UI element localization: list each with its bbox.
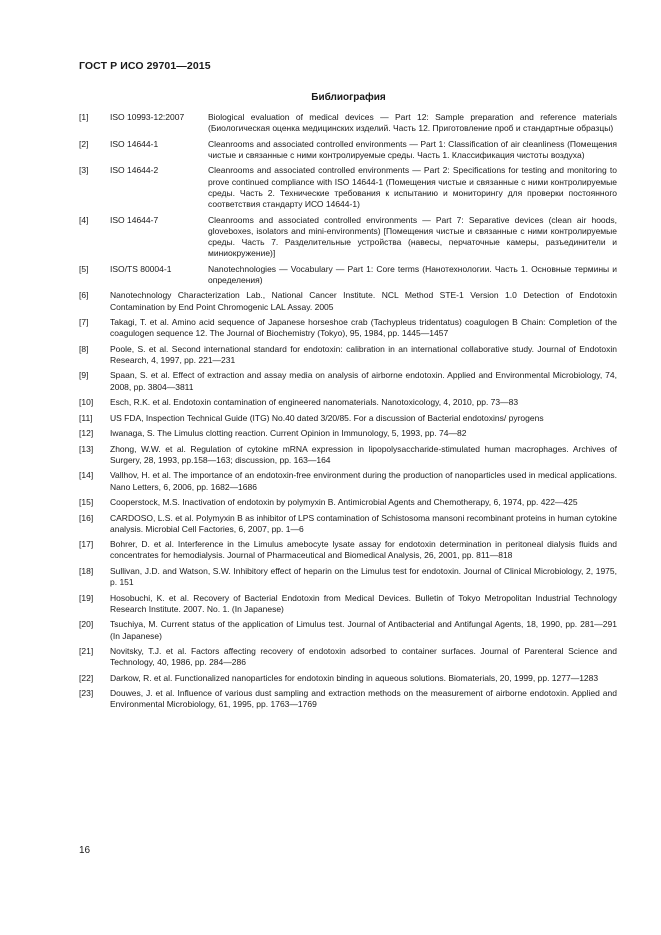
reference-text: Cleanrooms and associated controlled environments — Part 1: Classification of air cleanliness (Помещения чистые и связанные с ними контролируемые среды. Часть 1. Классификация чистоты воздуха) — [208, 138, 617, 160]
reference-text: Tsuchiya, M. Current status of the application of Limulus test. Journal of Antibacterial and Antifungal Agents, 18, 1990, pp. 281—291 (In Japanese) — [110, 619, 617, 641]
reference-text: Bohrer, D. et al. Interference in the Limulus amebocyte lysate assay for endotoxin determination in peritoneal dialysis fluids and concentrates for hemodialysis. Journal of Pharmaceutical and Biomedical Analysis, 26, 2001, pp. 811—818 — [110, 539, 617, 561]
reference-text: Novitsky, T.J. et al. Factors affecting recovery of endotoxin adsorbed to container surfaces. Journal of Parenteral Science and Technology, 40, 1986, pp. 284—286 — [110, 646, 617, 668]
reference-number: [9] — [79, 370, 89, 381]
reference-standard: ISO 10993-12:2007 — [110, 112, 185, 122]
reference-item — [79, 112, 617, 134]
reference-standard: ISO 14644-2 — [110, 165, 159, 176]
reference-text: Iwanaga, S. The Limulus clotting reaction. Current Opinion in Immunology, 5, 1993, pp. 74—82 — [110, 428, 467, 439]
reference-item — [79, 344, 617, 366]
reference-item — [79, 317, 617, 339]
reference-number: [17] — [79, 539, 94, 550]
reference-text: Hosobuchi, K. et al. Recovery of Bacterial Endotoxin from Medical Devices. Bulletin of Tokyo Metropolitan Industrial Technology Research Institute. 2007. No. 1. (In Japanese) — [110, 592, 617, 614]
reference-number: [1] — [79, 112, 89, 122]
reference-text: Spaan, S. et al. Effect of extraction and assay media on analysis of airborne endotoxin. Applied and Environmental Microbiology, 74, 2008, pp. 3804—3811 — [110, 370, 617, 392]
reference-item — [79, 264, 617, 286]
reference-text: Cleanrooms and associated controlled environments — Part 2: Specifications for testing and monitoring to prove continued compliance with ISO 14644-1 (Помещения чистые и связанные с ними контролируемые среды. Часть 2. Технические требования к испытанию и мониторингу для проверки постоянного соответствия стандарту ИСО 14644-1) — [208, 165, 617, 210]
reference-number: [4] — [79, 214, 89, 225]
reference-text: Cleanrooms and associated controlled environments — Part 7: Separative devices (clean air hoods, gloveboxes, isolators and mini-environments) [Помещения чистые и связанные с ними контролируемые среды. Часть 7. Разделительные устройства (навесы, перчаточные камеры, разъединители и миниокружение)] — [208, 214, 617, 259]
reference-number: [18] — [79, 565, 94, 576]
reference-item — [79, 428, 617, 439]
reference-item — [79, 139, 617, 161]
reference-number: [13] — [79, 443, 94, 454]
reference-text: Vallhov, H. et al. The importance of an endotoxin-free environment during the production of nanoparticles used in medical applications. Nano Letters, 6, 2006, pp. 1682—1686 — [110, 470, 617, 492]
reference-item — [79, 619, 617, 641]
reference-number: [8] — [79, 343, 89, 354]
reference-number: [21] — [79, 646, 94, 657]
reference-number: [12] — [79, 428, 94, 439]
reference-item — [79, 413, 617, 424]
reference-list — [79, 112, 617, 715]
reference-number: [19] — [79, 592, 94, 603]
reference-item — [79, 593, 617, 615]
reference-number: [15] — [79, 497, 94, 508]
document-header: ГОСТ Р ИСО 29701—2015 — [79, 60, 211, 72]
reference-number: [7] — [79, 317, 89, 328]
reference-item — [79, 539, 617, 561]
reference-text: Poole, S. et al. Second international standard for endotoxin: calibration in an international collaborative study. Journal of Endotoxin Research, 4, 1997, pp. 221—231 — [110, 343, 617, 365]
reference-item — [79, 497, 617, 508]
reference-item — [79, 370, 617, 392]
reference-text: Darkow, R. et al. Functionalized nanoparticles for endotoxin binding in aqueous solutions. Biomaterials, 20, 1999, pp. 1277—1283 — [110, 672, 599, 683]
reference-text: Douwes, J. et al. Influence of various dust sampling and extraction methods on the measurement of airborne endotoxin. Applied and Environmental Microbiology, 61, 1995, pp. 1763—1769 — [110, 688, 617, 710]
page-number: 16 — [79, 845, 91, 856]
reference-number: [6] — [79, 290, 89, 301]
reference-item — [79, 444, 617, 466]
reference-number: [2] — [79, 138, 89, 149]
reference-item — [79, 646, 617, 668]
reference-item — [79, 290, 617, 312]
reference-item — [79, 397, 617, 408]
reference-item — [79, 688, 617, 710]
reference-text: Nanotechnology Characterization Lab., National Cancer Institute. NCL Method STE-1 Version 1.0 Detection of Endotoxin Contamination by End Point Chromogenic LAL Assay. 2005 — [110, 290, 617, 312]
reference-item — [79, 673, 617, 684]
reference-number: [16] — [79, 512, 94, 523]
reference-item — [79, 513, 617, 535]
reference-number: [3] — [79, 165, 89, 176]
reference-text: US FDA, Inspection Technical Guide (ITG) No.40 dated 3/20/85. For a discussion of Bacterial endotoxins/ pyrogens — [110, 412, 544, 423]
reference-standard: ISO/TS 80004-1 — [110, 263, 172, 274]
bibliography-title: Библиография — [311, 92, 386, 103]
reference-text: CARDOSO, L.S. et al. Polymyxin B as inhibitor of LPS contamination of Schistosoma mansoni recombinant proteins in human cytokine analysis. Microbial Cell Factories, 6, 2007, pp. 1—6 — [110, 512, 617, 534]
reference-item — [79, 165, 617, 210]
reference-item — [79, 470, 617, 492]
reference-text: Cooperstock, M.S. Inactivation of endotoxin by polymyxin B. Antimicrobial Agents and Chemotherapy, 6, 1974, pp. 422—425 — [110, 497, 578, 508]
reference-number: [10] — [79, 397, 94, 408]
reference-number: [11] — [79, 412, 93, 423]
reference-number: [5] — [79, 263, 89, 274]
reference-text: Takagi, T. et al. Amino acid sequence of Japanese horseshoe crab (Tachypleus tridentatus) coagulogen B Chain: Completion of the coagulogen sequence 12. The Journal of Biochemistry (Tokyo), 95, 1984, pp. 1445—1457 — [110, 317, 617, 339]
reference-item — [79, 215, 617, 260]
reference-text: Biological evaluation of medical devices — Part 12: Sample preparation and reference materials (Биологическая оценка медицинских изделий. Часть 12. Приготовление проб и стандартные образцы) — [208, 112, 617, 134]
reference-number: [20] — [79, 619, 94, 630]
reference-item — [79, 566, 617, 588]
reference-standard: ISO 14644-1 — [110, 138, 159, 149]
reference-number: [14] — [79, 470, 94, 481]
reference-text: Nanotechnologies — Vocabulary — Part 1: Core terms (Нанотехнологии. Часть 1. Основные термины и определения) — [208, 263, 617, 285]
reference-number: [23] — [79, 688, 94, 699]
reference-text: Esch, R.K. et al. Endotoxin contamination of engineered nanomaterials. Nanotoxicology, 4, 2010, pp. 73—83 — [110, 397, 519, 408]
reference-text: Sullivan, J.D. and Watson, S.W. Inhibitory effect of heparin on the Limulus test for endotoxin. Journal of Clinical Microbiology, 2, 1975, p. 151 — [110, 565, 617, 588]
reference-number: [22] — [79, 672, 94, 683]
reference-text: Zhong, W.W. et al. Regulation of cytokine mRNA expression in lipopolysaccharide-stimulated human macrophages. Archives of Surgery, 28, 1993, pp.158—163; discussion, pp. 163—164 — [110, 443, 617, 465]
reference-standard: ISO 14644-7 — [110, 214, 159, 225]
